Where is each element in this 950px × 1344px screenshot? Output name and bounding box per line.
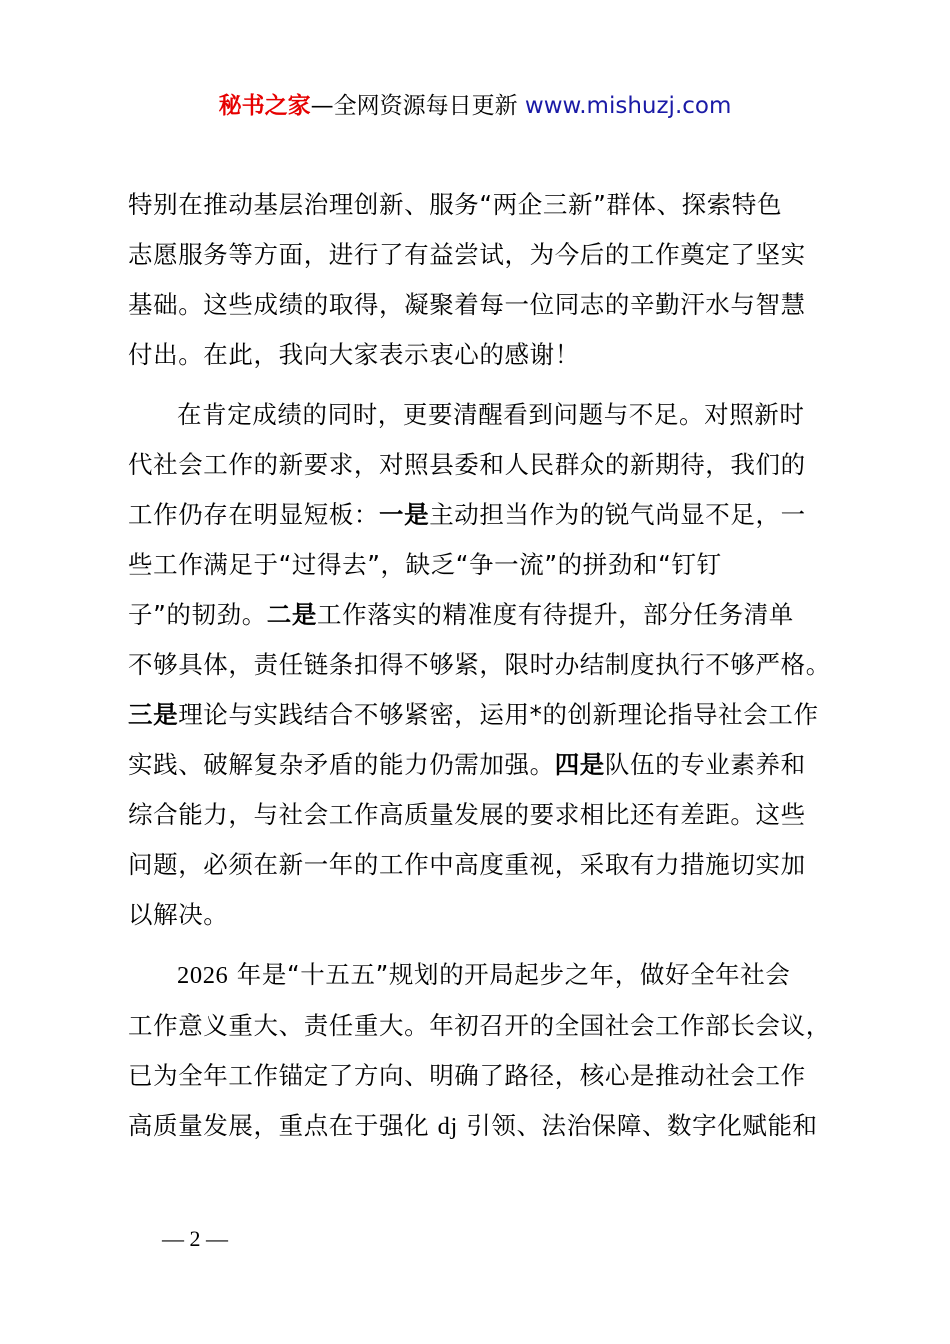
paragraph-line [128, 840, 833, 890]
paragraph-line [128, 890, 833, 940]
emphasis-text: 三是 [128, 700, 179, 729]
text-segment: 不够具体，责任链条扣得不够紧，限时办结制度执行不够严格。 [128, 650, 831, 679]
text-segment: 代社会工作的新要求，对照县委和人民群众的新期待，我们的 [128, 450, 806, 479]
paragraph-line [128, 690, 833, 740]
text-segment: 基础。这些成绩的取得，凝聚着每一位同志的辛勤汗水与智慧 [128, 290, 806, 319]
paragraph-line [128, 950, 833, 1001]
site-banner [0, 86, 950, 126]
paragraph-line [128, 1051, 833, 1101]
text-segment: 年是“十五五”规划的开局起步之年，做好全年社会 [228, 960, 791, 989]
paragraph-line [128, 440, 833, 490]
paragraph-3 [128, 950, 833, 1152]
text-segment: 工作仍存在明显短板： [128, 500, 379, 529]
paragraph-line [128, 330, 833, 380]
text-segment: 工作意义重大、责任重大。年初召开的全国社会工作部长会议， [128, 1011, 831, 1040]
paragraph-line [128, 280, 833, 330]
text-segment: 主动担当作为的锐气尚显不足，一 [429, 500, 806, 529]
text-segment: 实践、破解复杂矛盾的能力仍需加强。 [128, 750, 555, 779]
emphasis-text: 四是 [554, 750, 605, 779]
text-segment: 些工作满足于“过得去”，缺乏“争一流”的拼劲和“钉钉 [128, 550, 722, 579]
paragraph-line [128, 490, 833, 540]
text-segment: 高质量发展，重点在于强化 [128, 1111, 438, 1140]
text-segment: 综合能力，与社会工作高质量发展的要求相比还有差距。这些 [128, 800, 806, 829]
text-segment: 工作落实的精准度有待提升，部分任务清单 [317, 600, 794, 629]
brand-name: 秘书之家 [218, 93, 311, 119]
paragraph-line [128, 390, 833, 440]
site-url-link[interactable]: www.mishuzj.com [524, 93, 732, 119]
paragraph-line [128, 230, 833, 280]
paragraph-line [128, 180, 833, 230]
text-segment: 特别在推动基层治理创新、服务“两企三新”群体、探索特色 [128, 190, 783, 219]
paragraph-line [128, 640, 833, 690]
text-segment: 问题，必须在新一年的工作中高度重视，采取有力措施切实加 [128, 850, 806, 879]
text-segment: 2026 [177, 962, 229, 989]
banner-tagline: —全网资源每日更新 [310, 93, 518, 119]
text-segment: 在肯定成绩的同时，更要清醒看到问题与不足。对照新时 [177, 400, 805, 429]
text-segment: dj [437, 1113, 458, 1140]
text-segment: 以解决。 [128, 900, 229, 929]
text-segment: 已为全年工作锚定了方向、明确了路径，核心是推动社会工作 [128, 1061, 806, 1090]
text-segment: 队伍的专业素养和 [604, 750, 806, 779]
emphasis-text: 二是 [266, 600, 317, 629]
text-segment: 子”的韧劲。 [128, 600, 267, 629]
text-segment: 志愿服务等方面，进行了有益尝试，为今后的工作奠定了坚实 [128, 240, 806, 269]
text-segment: 理论与实践结合不够紧密，运用*的创新理论指导社会工作 [178, 700, 819, 729]
paragraph-line [128, 540, 833, 590]
paragraph-2 [128, 390, 833, 940]
paragraph-line [128, 590, 833, 640]
document-body [128, 180, 833, 1152]
paragraph-line [128, 1101, 833, 1152]
text-segment: 付出。在此，我向大家表示衷心的感谢！ [128, 340, 580, 369]
paragraph-line [128, 740, 833, 790]
page-number: — 2 — [162, 1226, 228, 1251]
emphasis-text: 一是 [379, 500, 430, 529]
text-segment: 引领、法治保障、数字化赋能和 [457, 1111, 818, 1140]
paragraph-line [128, 1001, 833, 1051]
paragraph-line [128, 790, 833, 840]
paragraph-1 [128, 180, 833, 380]
